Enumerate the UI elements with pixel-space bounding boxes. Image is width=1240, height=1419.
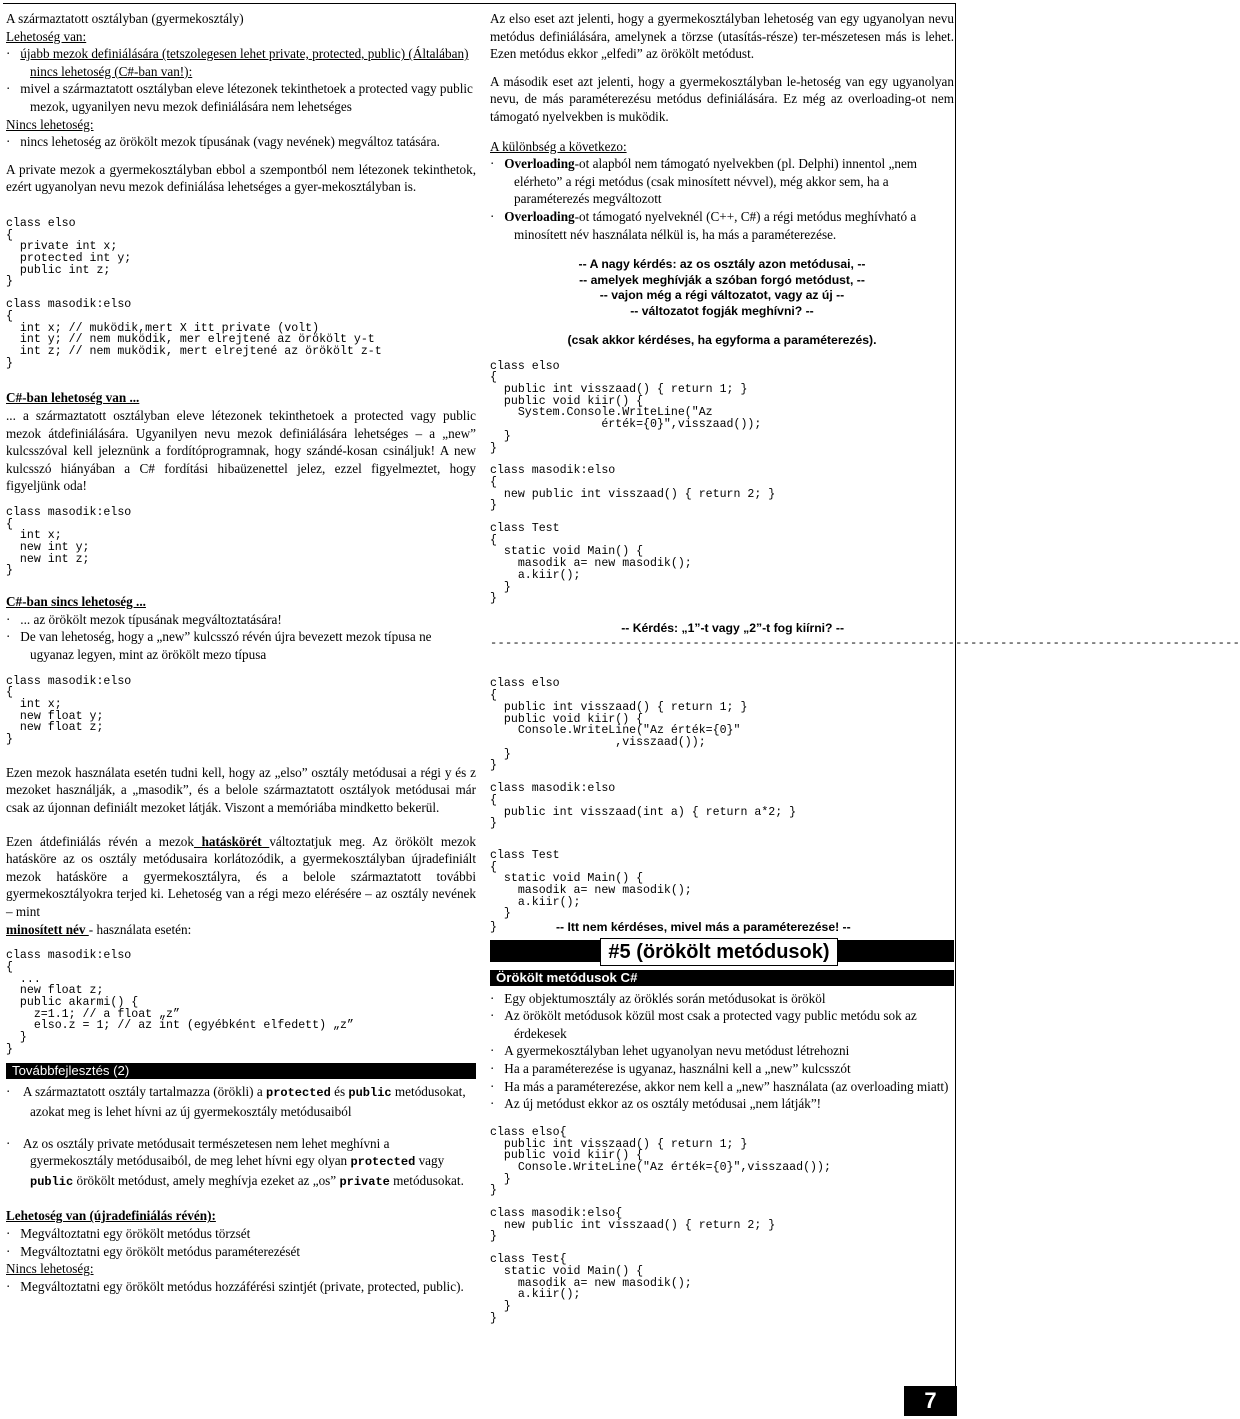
big-question: -- A nagy kérdés: az os osztály azon metódusai, -- -- amelyek meghívják a szóban forgó metódust, -- -- vajon még a régi változatot, vagy az új -- -- változatot fogják meghívni? --	[578, 257, 866, 318]
bullet-item: · Ha más a paraméterezése, akkor nem kell a „new” használata (az overloading miatt)	[490, 1078, 954, 1096]
bullet-item: · A származtatott osztály tartalmazza (örökli) a protected és public metódusokat, azokat meg is lehet hívni az új gyermekosztály metódusaiból	[6, 1083, 476, 1120]
bullet-item: · Ha a paraméterezése is ugyanaz, használni kell a „new” kulcsszót	[490, 1060, 954, 1078]
bullet-item: · Megváltoztatni egy örökölt metódus paraméterezését	[6, 1243, 476, 1261]
code-block: class elso { public int visszaad() { return 1; } public void kiir() { System.Console.WriteLine("Az érték={0}",visszaad()); } }	[490, 359, 762, 455]
code-block: class masodik:elso { int x; new float y; new float z; }	[6, 674, 132, 747]
paragraph-private: A private mezok a gyermekosztályban ebbol a szempontból nem létezonek tekinthetok, ezért ugyanolyan nevu mezok definiálása lehetséges a gyer-mekosztályban is.	[6, 161, 476, 195]
question-note: (csak akkor kérdéses, ha egyforma a paraméterezés).	[567, 333, 877, 348]
document-page	[3, 3, 1240, 1415]
code-block: class masodik:elso { int x; new int y; new int z; }	[6, 505, 132, 578]
bullet-item: · Megváltoztatni egy örökölt metódus hozzáférési szintjét (private, protected, public).	[6, 1278, 476, 1296]
redefine-heading: Lehetoség van (újradefiniálás révén):	[6, 1208, 216, 1224]
paragraph-second-case: A második eset azt jelenti, hogy a gyermekosztályban le-hetoség van egy ugyanolyan nevu, de más paraméterezésu metódus definiálására. Ez még az overloading-ot nem támogató nyelvekben is muködik.	[490, 73, 954, 124]
left-column	[6, 10, 476, 1295]
paragraph-first-case: Az elso eset azt jelenti, hogy a gyermekosztályban lehetoség van egy ugyanolyan nevu metódus definiálására, amelynek a törzse (utasítás-része) ter-mészetesen más is lehet. Ezen metódus ekkor „elfedi” az örökölt metódust.	[490, 11, 954, 62]
code-with-note	[490, 850, 954, 936]
section-heading: A származtatott osztályban (gyermekosztály)	[6, 11, 244, 26]
bullet-item: · ... az örökölt mezok típusának megváltoztatására!	[6, 611, 476, 629]
bullet-item: · Egy objektumosztály az öröklés során metódusokat is örököl	[490, 990, 954, 1008]
bullet-item: · újabb mezok definiálására (tetszolegesen lehet private, protected, public) (Általában) nincs lehetoség (C#-ban van!):	[6, 45, 476, 80]
section-bar: Örökölt metódusok C#	[490, 970, 954, 986]
code-block: class masodik:elso { int x; // muködik,mert X itt private (volt) int y; // nem muködik, mer elrejtené az örökölt y-t int z; // nem muködik, mert elrejtené az örökölt z-t }	[6, 298, 382, 370]
section-title: #5 (örökölt metódusok)	[600, 938, 838, 966]
bullet-item: · A gyermekosztályban lehet ugyanolyan nevu metódust létrehozni	[490, 1042, 954, 1060]
bullet-item: · Overloading-ot alapból nem támogató nyelvekben (pl. Delphi) innentol „nem elérheto” a régi metódus (csak minosített névvel), még akkor sem, ha a paraméterezés megváltozott	[490, 155, 954, 208]
right-column	[490, 10, 1240, 1335]
difference-heading: A különbség a következo:	[490, 138, 627, 154]
code-block: class masodik:elso { ... new float z; public akarmi() { z=1.1; // a float „z” elso.z = 1; // az int (egyébként elfedett) „z” } }	[6, 949, 354, 1056]
cs-none-heading: C#-ban sincs lehetoség ...	[6, 594, 146, 610]
cs-possible-paragraph: ... a származtatott osztályban eleve létezonek tekinthetoek a protected vagy public mezok átdefiniálására. Ugyanilyen nevu mezok definiálására lehetséges – a „new” kulcsszóval kell jeleznünk a fordítóprogramnak, hogy szándé-kosan csináljuk! A new kulcsszó hiányában a C# fordítási hibaüzenettel jelez, ezzel figyelmeztet, hogy figyeljünk oda!	[6, 407, 476, 494]
redefine-none-label: Nincs lehetoség:	[6, 1261, 94, 1277]
code-block: class masodik:elso{ new public int visszaad() { return 2; } }	[490, 1207, 776, 1244]
code-block: class masodik:elso { public int visszaad(int a) { return a*2; } }	[490, 782, 797, 831]
possible-label: Lehetoség van:	[6, 28, 87, 44]
code-block: class elso { private int x; protected int y; public int z; }	[6, 216, 132, 289]
code-block: class Test { static void Main() { masodik a= new masodik(); a.kiir(); } }	[490, 522, 692, 606]
code-block: class elso{ public int visszaad() { return 1; } public void kiir() { Console.WriteLine("Az érték={0}",visszaad()); } }	[490, 1125, 831, 1198]
section-title-bar	[490, 940, 954, 962]
code-block: class masodik:elso { new public int visszaad() { return 2; } }	[490, 464, 776, 513]
bullet-item: · Az új metódust ekkor az os osztály metódusai „nem látják”!	[490, 1095, 954, 1113]
bullet-item: · Az os osztály private metódusait természetesen nem lehet meghívni a gyermekosztály metódusaiból, de meg lehet hívni egy olyan protected vagy public örökölt metódust, amely meghívja ezeket az „os” private metódusokat.	[6, 1135, 476, 1192]
bullet-item: · nincs lehetoség az örökölt mezok típusának (vagy nevének) megváltoz tatására.	[6, 133, 476, 151]
section-bar: Továbbfejlesztés (2)	[6, 1063, 476, 1079]
code-block: class Test { static void Main() { masodik a= new masodik(); a.kiir(); }	[490, 848, 692, 921]
bullet-item: · Megváltoztatni egy örökölt metódus törzsét	[6, 1225, 476, 1243]
cs-possible-heading: C#-ban lehetoség van ...	[6, 390, 140, 406]
question-which: -- Kérdés: „1”-t vagy „2”-t fog kiírni? --	[621, 620, 844, 635]
paragraph-usage: Ezen mezok használata esetén tudni kell, hogy az „elso” osztály metódusai a régi y és z mezoket használják, a „masodik”, és a belole származtatott osztályok metódusai már csak az újonnan definiált mezoket látják. Viszont a memóriába mindketto bekerül.	[6, 764, 476, 815]
dashed-separator: ----------------------------------------------------------------------------------------------------	[490, 636, 1240, 651]
code-block: class elso { public int visszaad() { return 1; } public void kiir() { Console.WriteLine("Az érték={0}" ,visszaad()); } }	[490, 677, 748, 773]
question-not-ambiguous: -- Itt nem kérdéses, mivel más a paraméterezése! --	[556, 920, 851, 935]
paragraph-scope: Ezen átdefiniálás révén a mezok hatáskörét változtatjuk meg. Az örökölt mezok hatásköre az os osztály metódusaira korlátozódik, a gyermekosztályban újradefiniált mezok hatásköre a gyermekosztályra, és a belole származtatott további gyermekosztályokra terjed ki. Lehetoség van a régi mezo elérésére – az osztály nevének – mint minosített név - használata esetén:	[6, 833, 476, 937]
bullet-item: · mivel a származtatott osztályban eleve létezonek tekinthetoek a protected vagy public mezok, ugyanilyen nevu mezok definiálására nem lehetséges	[6, 80, 476, 115]
bullet-item: · Overloading-ot támogató nyelveknél (C++, C#) a régi metódus meghívható a minosített név használata nélkül is, ha más a paraméterezése.	[490, 208, 954, 243]
code-block: class Test{ static void Main() { masodik a= new masodik(); a.kiir(); } }	[490, 1253, 692, 1325]
bullet-item: · De van lehetoség, hogy a „new” kulcsszó révén újra bevezett mezok típusa ne ugyanaz legyen, mint az örökölt mezo típusa	[6, 628, 476, 663]
none-label: Nincs lehetoség:	[6, 116, 94, 132]
page-number: 7	[904, 1386, 957, 1416]
code-end-row: } -- Itt nem kérdéses, mivel más a paraméterezése! --	[490, 920, 851, 935]
qualified-name-term: minosített név	[6, 921, 89, 937]
bullet-item: · Az örökölt metódusok közül most csak a protected vagy public metódu sok az érdekesek	[490, 1007, 954, 1042]
scope-term: hatáskörét	[193, 833, 270, 849]
